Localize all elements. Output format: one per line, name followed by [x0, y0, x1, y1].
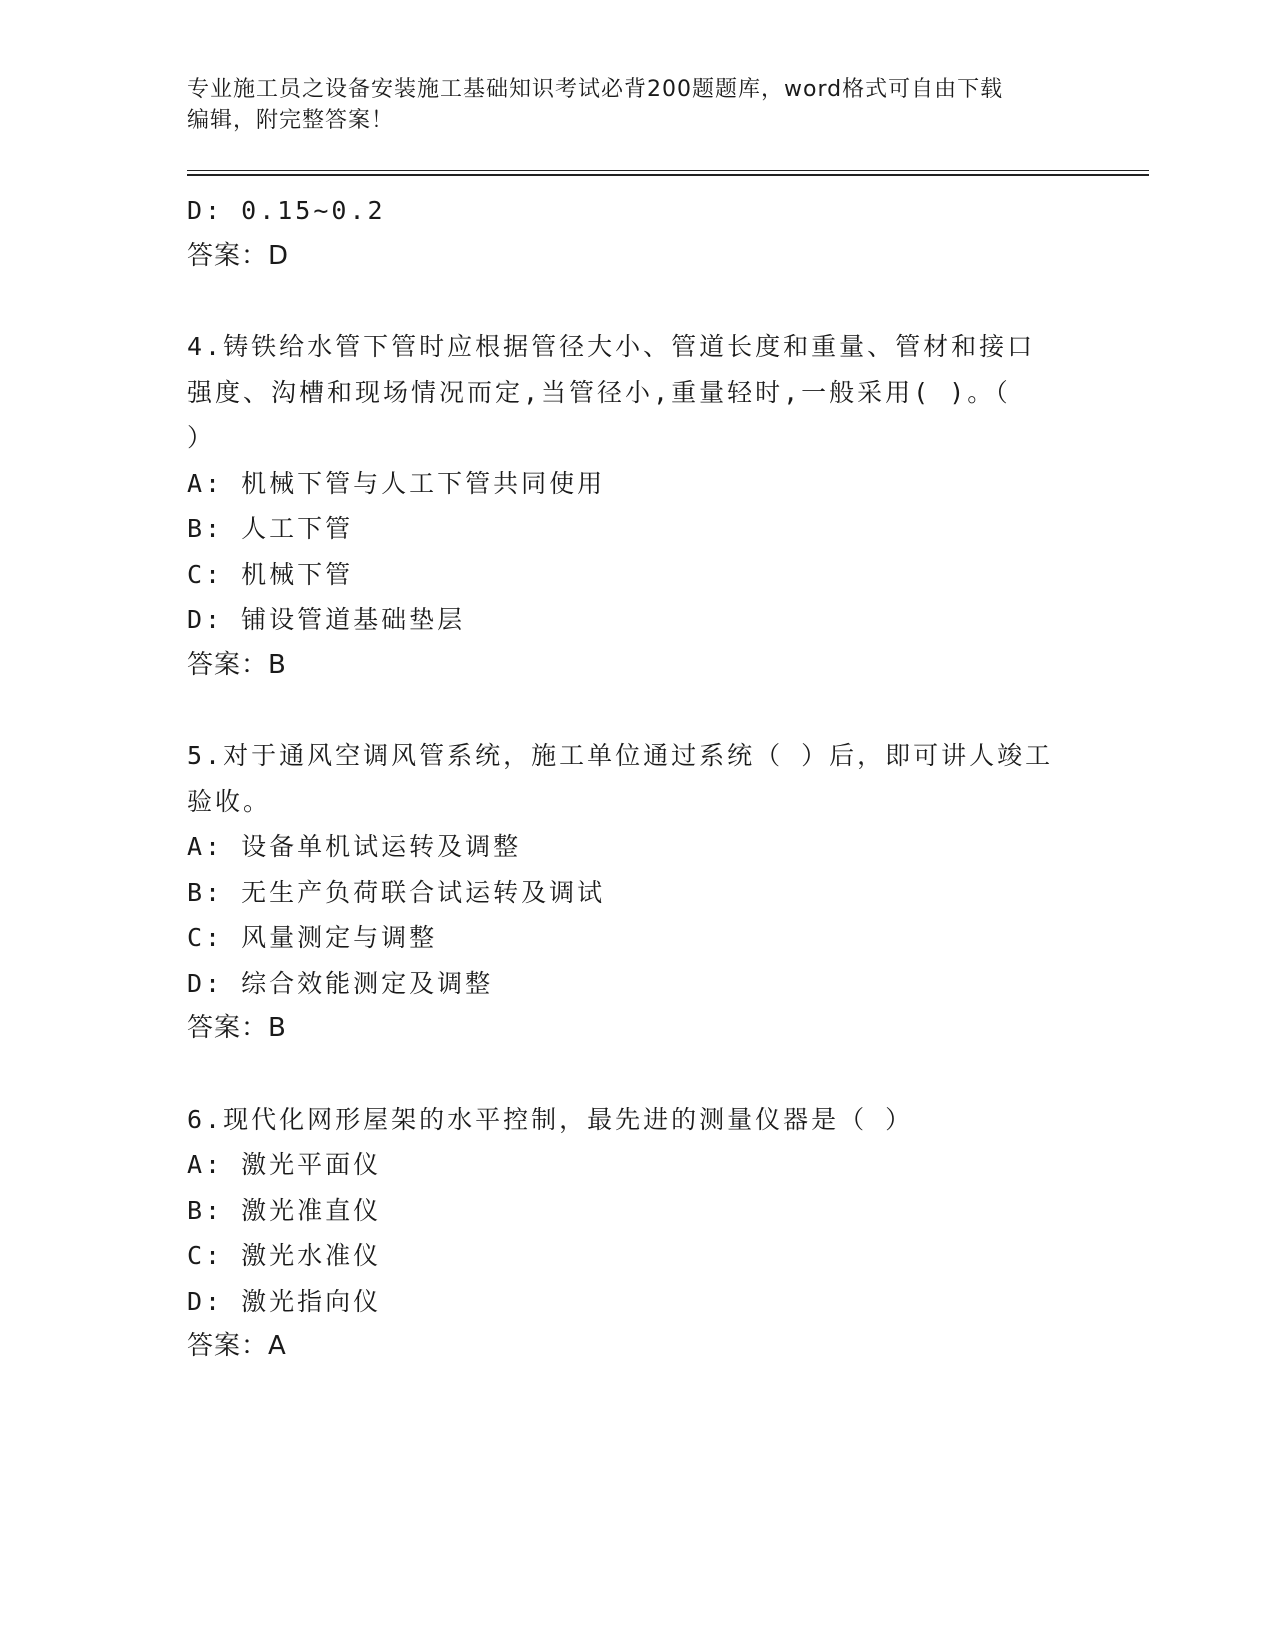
question-content	[187, 188, 1087, 1370]
option-d: D: 铺设管道基础垫层	[187, 605, 466, 634]
option-d: D: 0.15~0.2	[187, 196, 386, 225]
question-text-line: 6.现代化网形屋架的水平控制，最先进的测量仪器是（ ）	[187, 1104, 914, 1134]
previous-question-tail	[187, 188, 1087, 279]
answer-line: 答案：D	[187, 240, 290, 271]
option-b: B: 激光准直仪	[187, 1195, 382, 1225]
header-line-1: 专业施工员之设备安装施工基础知识考试必背200题题库，word格式可自由下载	[187, 77, 1004, 102]
question-6	[187, 1097, 1087, 1370]
option-c: C: 机械下管	[187, 559, 354, 589]
answer-line: 答案：B	[187, 649, 287, 680]
question-text-line: 强度、沟槽和现场情况而定,当管径小,重量轻时,一般采用( )。（	[187, 377, 1011, 407]
option-a: A: 激光平面仪	[187, 1150, 382, 1179]
question-4	[187, 324, 1087, 688]
answer-line: 答案：A	[187, 1331, 287, 1361]
header-line-2: 编辑，附完整答案！	[187, 108, 395, 133]
option-b: B: 无生产负荷联合试运转及调试	[187, 877, 606, 907]
question-text-line: 5.对于通风空调风管系统，施工单位通过系统（ ）后，即可讲人竣工	[187, 741, 1054, 770]
option-c: C: 风量测定与调整	[187, 923, 438, 952]
question-text-line: 验收。	[187, 786, 272, 816]
header-rule-thick	[187, 174, 1149, 176]
option-a: A: 设备单机试运转及调整	[187, 832, 522, 861]
option-b: B: 人工下管	[187, 514, 354, 543]
document-header	[187, 74, 1067, 136]
option-d: D: 激光指向仪	[187, 1286, 382, 1316]
option-a: A: 机械下管与人工下管共同使用	[187, 468, 606, 498]
answer-line: 答案：B	[187, 1013, 287, 1043]
option-d: D: 综合效能测定及调整	[187, 968, 494, 998]
question-text-line: 4.铸铁给水管下管时应根据管径大小、管道长度和重量、管材和接口	[187, 332, 1036, 361]
question-text-line: ）	[187, 423, 216, 452]
option-c: C: 激光水准仪	[187, 1241, 382, 1270]
question-5	[187, 733, 1087, 1052]
header-rule-thin	[187, 170, 1149, 171]
